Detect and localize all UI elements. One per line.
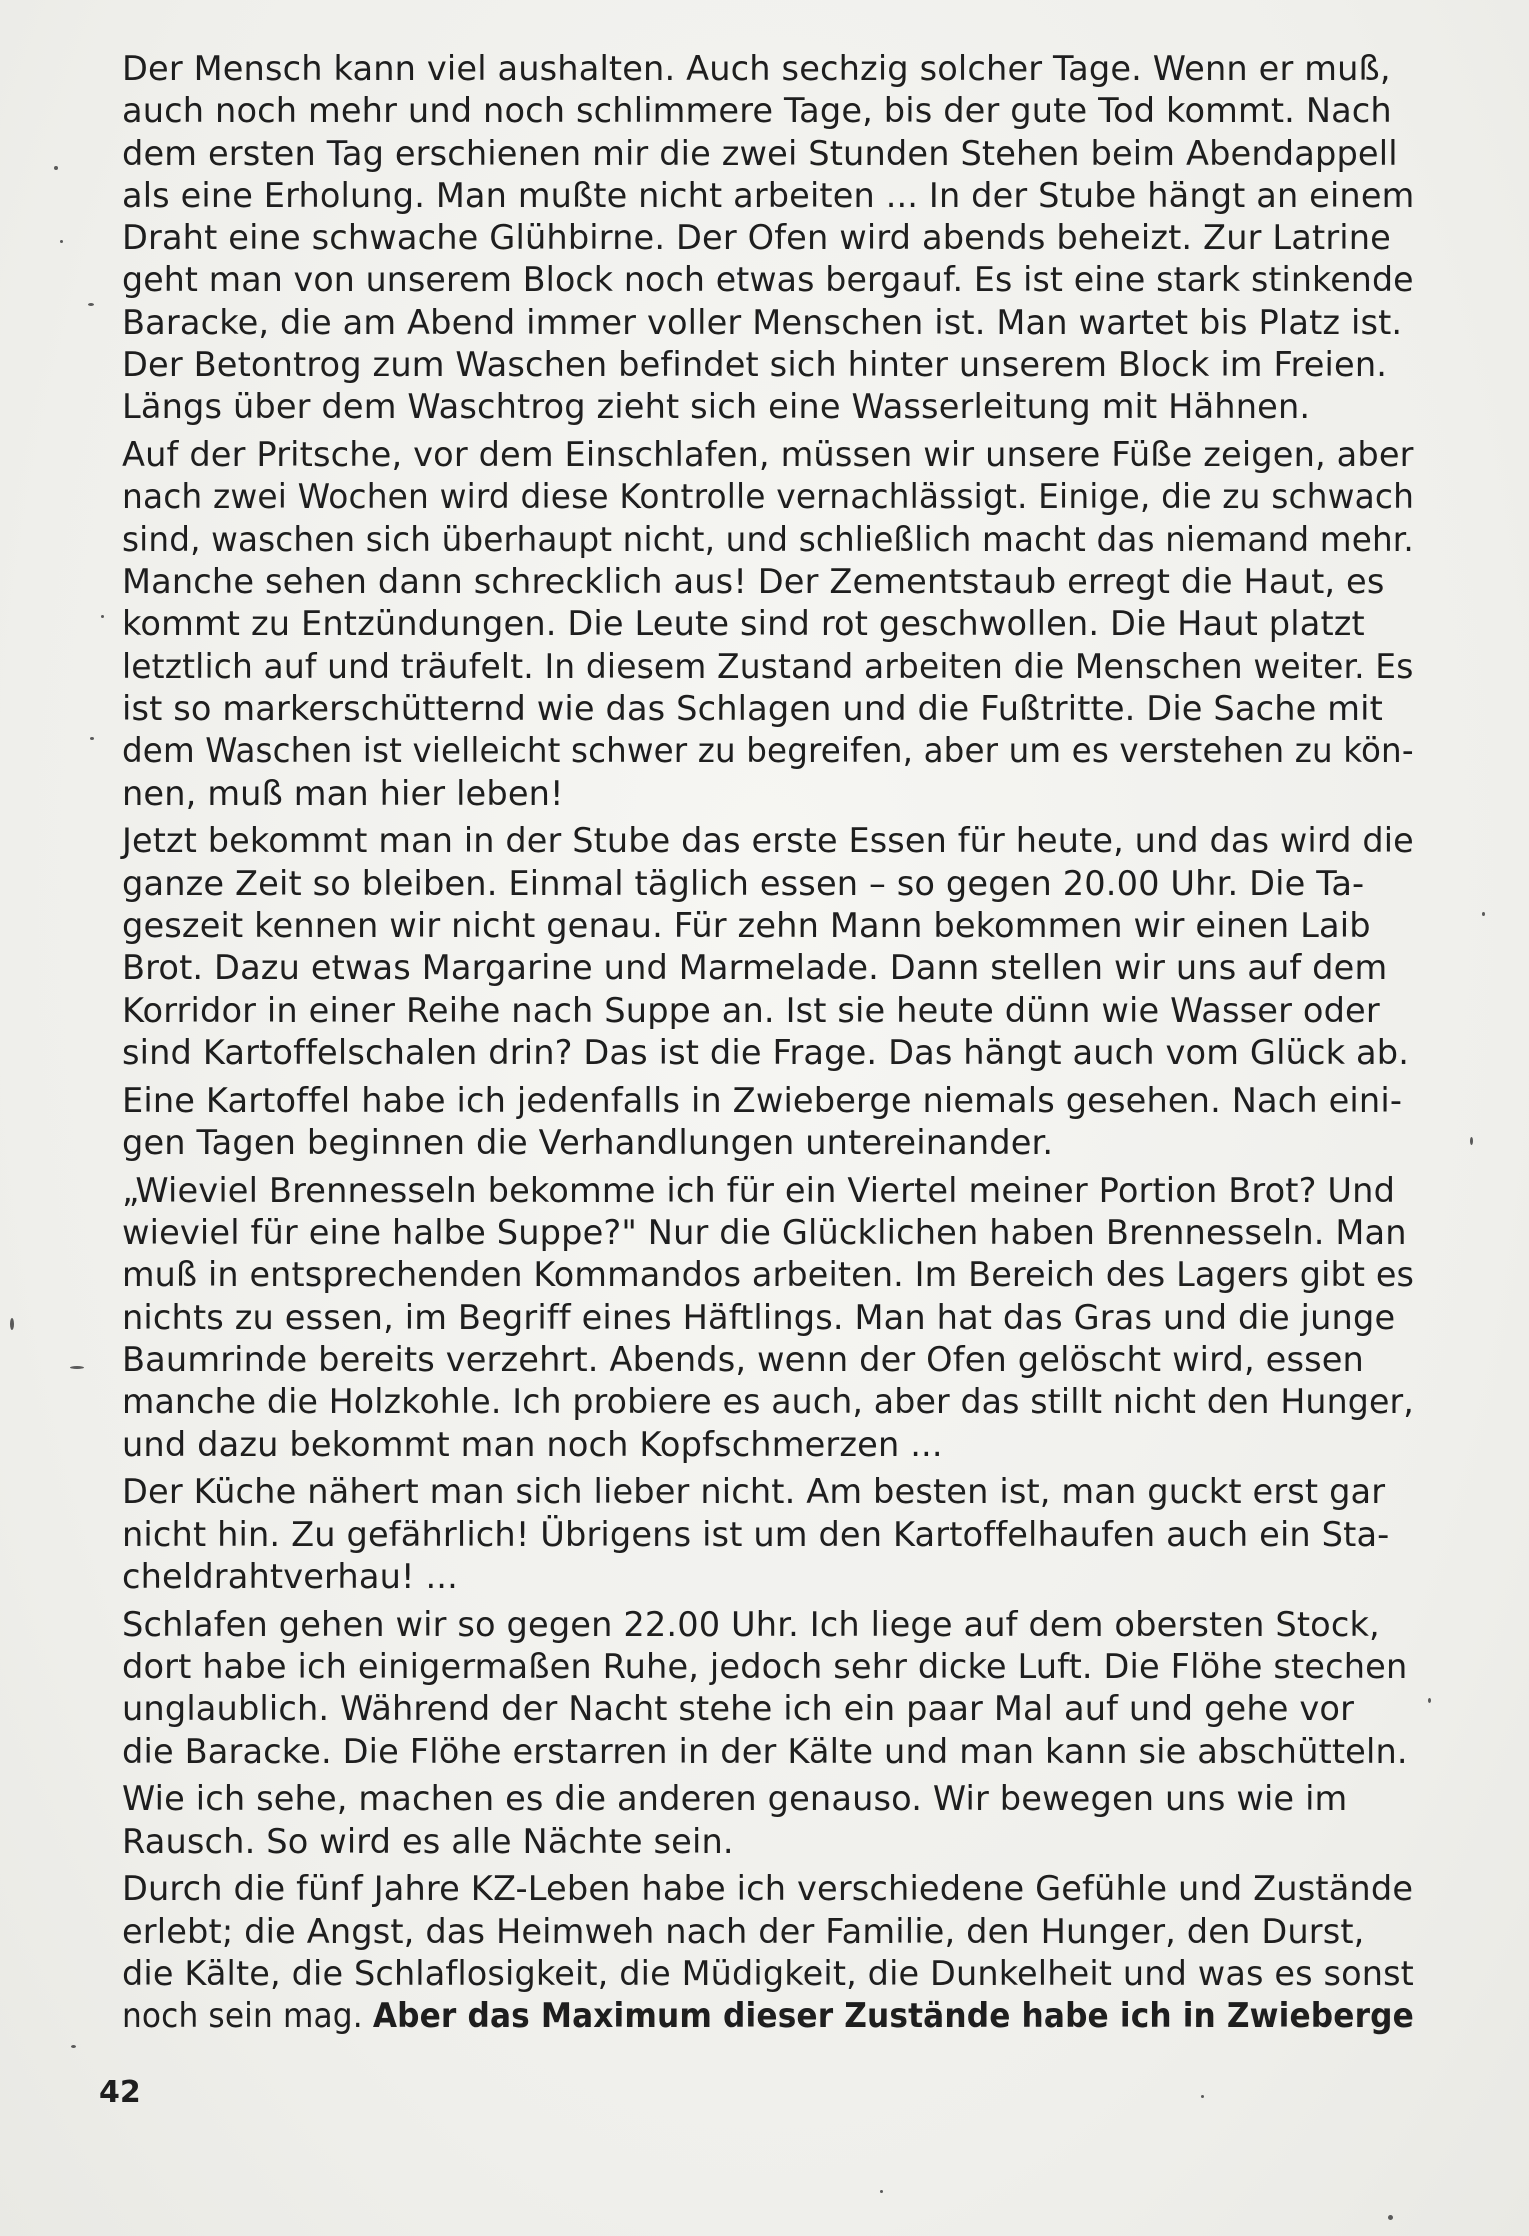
text-line: sind, waschen sich überhaupt nicht, und schließlich macht das niemand mehr.	[122, 519, 1414, 559]
text-line: unglaublich. Während der Nacht stehe ich ein paar Mal auf und gehe vor	[122, 1689, 1355, 1729]
text-line: dem ersten Tag erschienen mir die zwei Stunden Stehen beim Abendappell	[122, 133, 1398, 173]
paragraph	[122, 434, 1414, 815]
text-line: nichts zu essen, im Begriff eines Häftlings. Man hat das Gras und die junge	[122, 1297, 1396, 1337]
text-line: Auf der Pritsche, vor dem Einschlafen, müssen wir unsere Füße zeigen, aber	[122, 435, 1414, 475]
scan-speck	[90, 737, 94, 740]
text-line: letztlich auf und träufelt. In diesem Zustand arbeiten die Menschen weiter. Es	[122, 646, 1414, 686]
text-line: Baumrinde bereits verzehrt. Abends, wenn der Ofen gelöscht wird, essen	[122, 1339, 1364, 1379]
text-line: Baracke, die am Abend immer voller Menschen ist. Man wartet bis Platz ist.	[122, 302, 1403, 342]
text-line: muß in entsprechenden Kommandos arbeiten. Im Bereich des Lagers gibt es	[122, 1255, 1415, 1295]
text-line: kommt zu Entzündungen. Die Leute sind rot geschwollen. Die Haut platzt	[122, 604, 1365, 644]
text-line: ist so markerschütternd wie das Schlagen und die Fußtritte. Die Sache mit	[122, 688, 1383, 728]
scan-speck	[1470, 1137, 1473, 1145]
scan-speck	[71, 2045, 76, 2048]
text-run: noch sein mag.	[122, 1996, 373, 2036]
text-line: die Kälte, die Schlaflosigkeit, die Müdigkeit, die Dunkelheit und was es sonst	[122, 1954, 1414, 1994]
text-line: erlebt; die Angst, das Heimweh nach der Familie, den Hunger, den Durst,	[122, 1911, 1365, 1951]
text-line: auch noch mehr und noch schlimmere Tage, bis der gute Tod kommt. Nach	[122, 91, 1392, 131]
paragraph	[122, 1778, 1414, 1863]
text-line: dem Waschen ist vielleicht schwer zu begreifen, aber um es verstehen zu kön-	[122, 731, 1414, 771]
text-line: Schlafen gehen wir so gegen 22.00 Uhr. Ich liege auf dem obersten Stock,	[122, 1604, 1380, 1644]
scan-speck	[1201, 2095, 1204, 2098]
text-line: manche die Holzkohle. Ich probiere es auch, aber das stillt nicht den Hunger,	[122, 1382, 1414, 1422]
text-line: geszeit kennen wir nicht genau. Für zehn Mann bekommen wir einen Laib	[122, 905, 1371, 945]
text-line: Längs über dem Waschtrog zieht sich eine Wasserleitung mit Hähnen.	[122, 387, 1311, 427]
bold-text-run: Aber das Maximum dieser Zustände habe ich in Zwieberge	[372, 1996, 1414, 2036]
scan-speck	[880, 2190, 883, 2193]
text-line: „Wieviel Brennesseln bekomme ich für ein Viertel meiner Portion Brot? Und	[122, 1170, 1396, 1210]
text-line: Manche sehen dann schrecklich aus! Der Zementstaub erregt die Haut, es	[122, 562, 1385, 602]
text-line: Der Betontrog zum Waschen befindet sich hinter unserem Block im Freien.	[122, 345, 1388, 385]
text-line: nach zwei Wochen wird diese Kontrolle vernachlässigt. Einige, die zu schwach	[122, 477, 1415, 517]
text-line: Der Mensch kann viel aushalten. Auch sechzig solcher Tage. Wenn er muß,	[122, 49, 1391, 88]
text-line: ganze Zeit so bleiben. Einmal täglich essen – so gegen 20.00 Uhr. Die Ta-	[122, 863, 1365, 903]
text-line: nen, muß man hier leben!	[122, 773, 564, 813]
paragraph	[122, 1868, 1414, 2037]
text-line: Jetzt bekommt man in der Stube das erste Essen für heute, und das wird die	[122, 821, 1414, 861]
text-line: die Baracke. Die Flöhe erstarren in der Kälte und man kann sie abschütteln.	[122, 1731, 1408, 1771]
text-line: Brot. Dazu etwas Margarine und Marmelade. Dann stellen wir uns auf dem	[122, 948, 1388, 988]
paragraph	[122, 1170, 1414, 1466]
text-line: Durch die fünf Jahre KZ-Leben habe ich verschiedene Gefühle und Zustände	[122, 1869, 1414, 1909]
text-line	[122, 1995, 1414, 2037]
page-number: 42	[99, 2075, 141, 2110]
text-line: geht man von unserem Block noch etwas bergauf. Es ist eine stark stinkende	[122, 260, 1414, 300]
text-line: Draht eine schwache Glühbirne. Der Ofen wird abends beheizt. Zur Latrine	[122, 218, 1391, 258]
scan-speck	[88, 303, 94, 306]
scan-speck	[1388, 2215, 1393, 2220]
scan-speck	[70, 1366, 84, 1369]
text-line: Korridor in einer Reihe nach Suppe an. Ist sie heute dünn wie Wasser oder	[122, 990, 1380, 1030]
text-line: cheldrahtverhau! ...	[122, 1556, 458, 1596]
text-line: dort habe ich einigermaßen Ruhe, jedoch sehr dicke Luft. Die Flöhe stechen	[122, 1646, 1408, 1686]
text-line: Eine Kartoffel habe ich jedenfalls in Zwieberge niemals gesehen. Nach eini-	[122, 1080, 1403, 1120]
text-line: nicht hin. Zu gefährlich! Übrigens ist um den Kartoffelhaufen auch ein Sta-	[122, 1514, 1390, 1554]
paragraph	[122, 1471, 1414, 1598]
scan-speck	[1428, 1698, 1431, 1703]
text-line: Der Küche nähert man sich lieber nicht. Am besten ist, man guckt erst gar	[122, 1472, 1386, 1512]
scan-speck	[10, 1318, 14, 1330]
paragraph	[122, 1604, 1414, 1773]
scan-speck	[1482, 912, 1485, 916]
text-line: als eine Erholung. Man mußte nicht arbeiten ... In der Stube hängt an einem	[122, 175, 1415, 215]
text-line: gen Tagen beginnen die Verhandlungen untereinander.	[122, 1122, 1054, 1162]
text-line: Rausch. So wird es alle Nächte sein.	[122, 1821, 734, 1861]
scan-speck	[54, 166, 58, 170]
text-line: sind Kartoffelschalen drin? Das ist die Frage. Das hängt auch vom Glück ab.	[122, 1032, 1410, 1072]
paragraph	[122, 820, 1414, 1074]
paragraph	[122, 48, 1414, 429]
body-text	[122, 48, 1414, 2043]
text-line: Wie ich sehe, machen es die anderen genauso. Wir bewegen uns wie im	[122, 1779, 1348, 1819]
text-line: wieviel für eine halbe Suppe?" Nur die Glücklichen haben Brennesseln. Man	[122, 1213, 1407, 1253]
scan-speck	[60, 240, 63, 243]
paragraph	[122, 1080, 1414, 1165]
text-line: und dazu bekommt man noch Kopfschmerzen ...	[122, 1424, 943, 1464]
scan-speck	[101, 615, 104, 618]
